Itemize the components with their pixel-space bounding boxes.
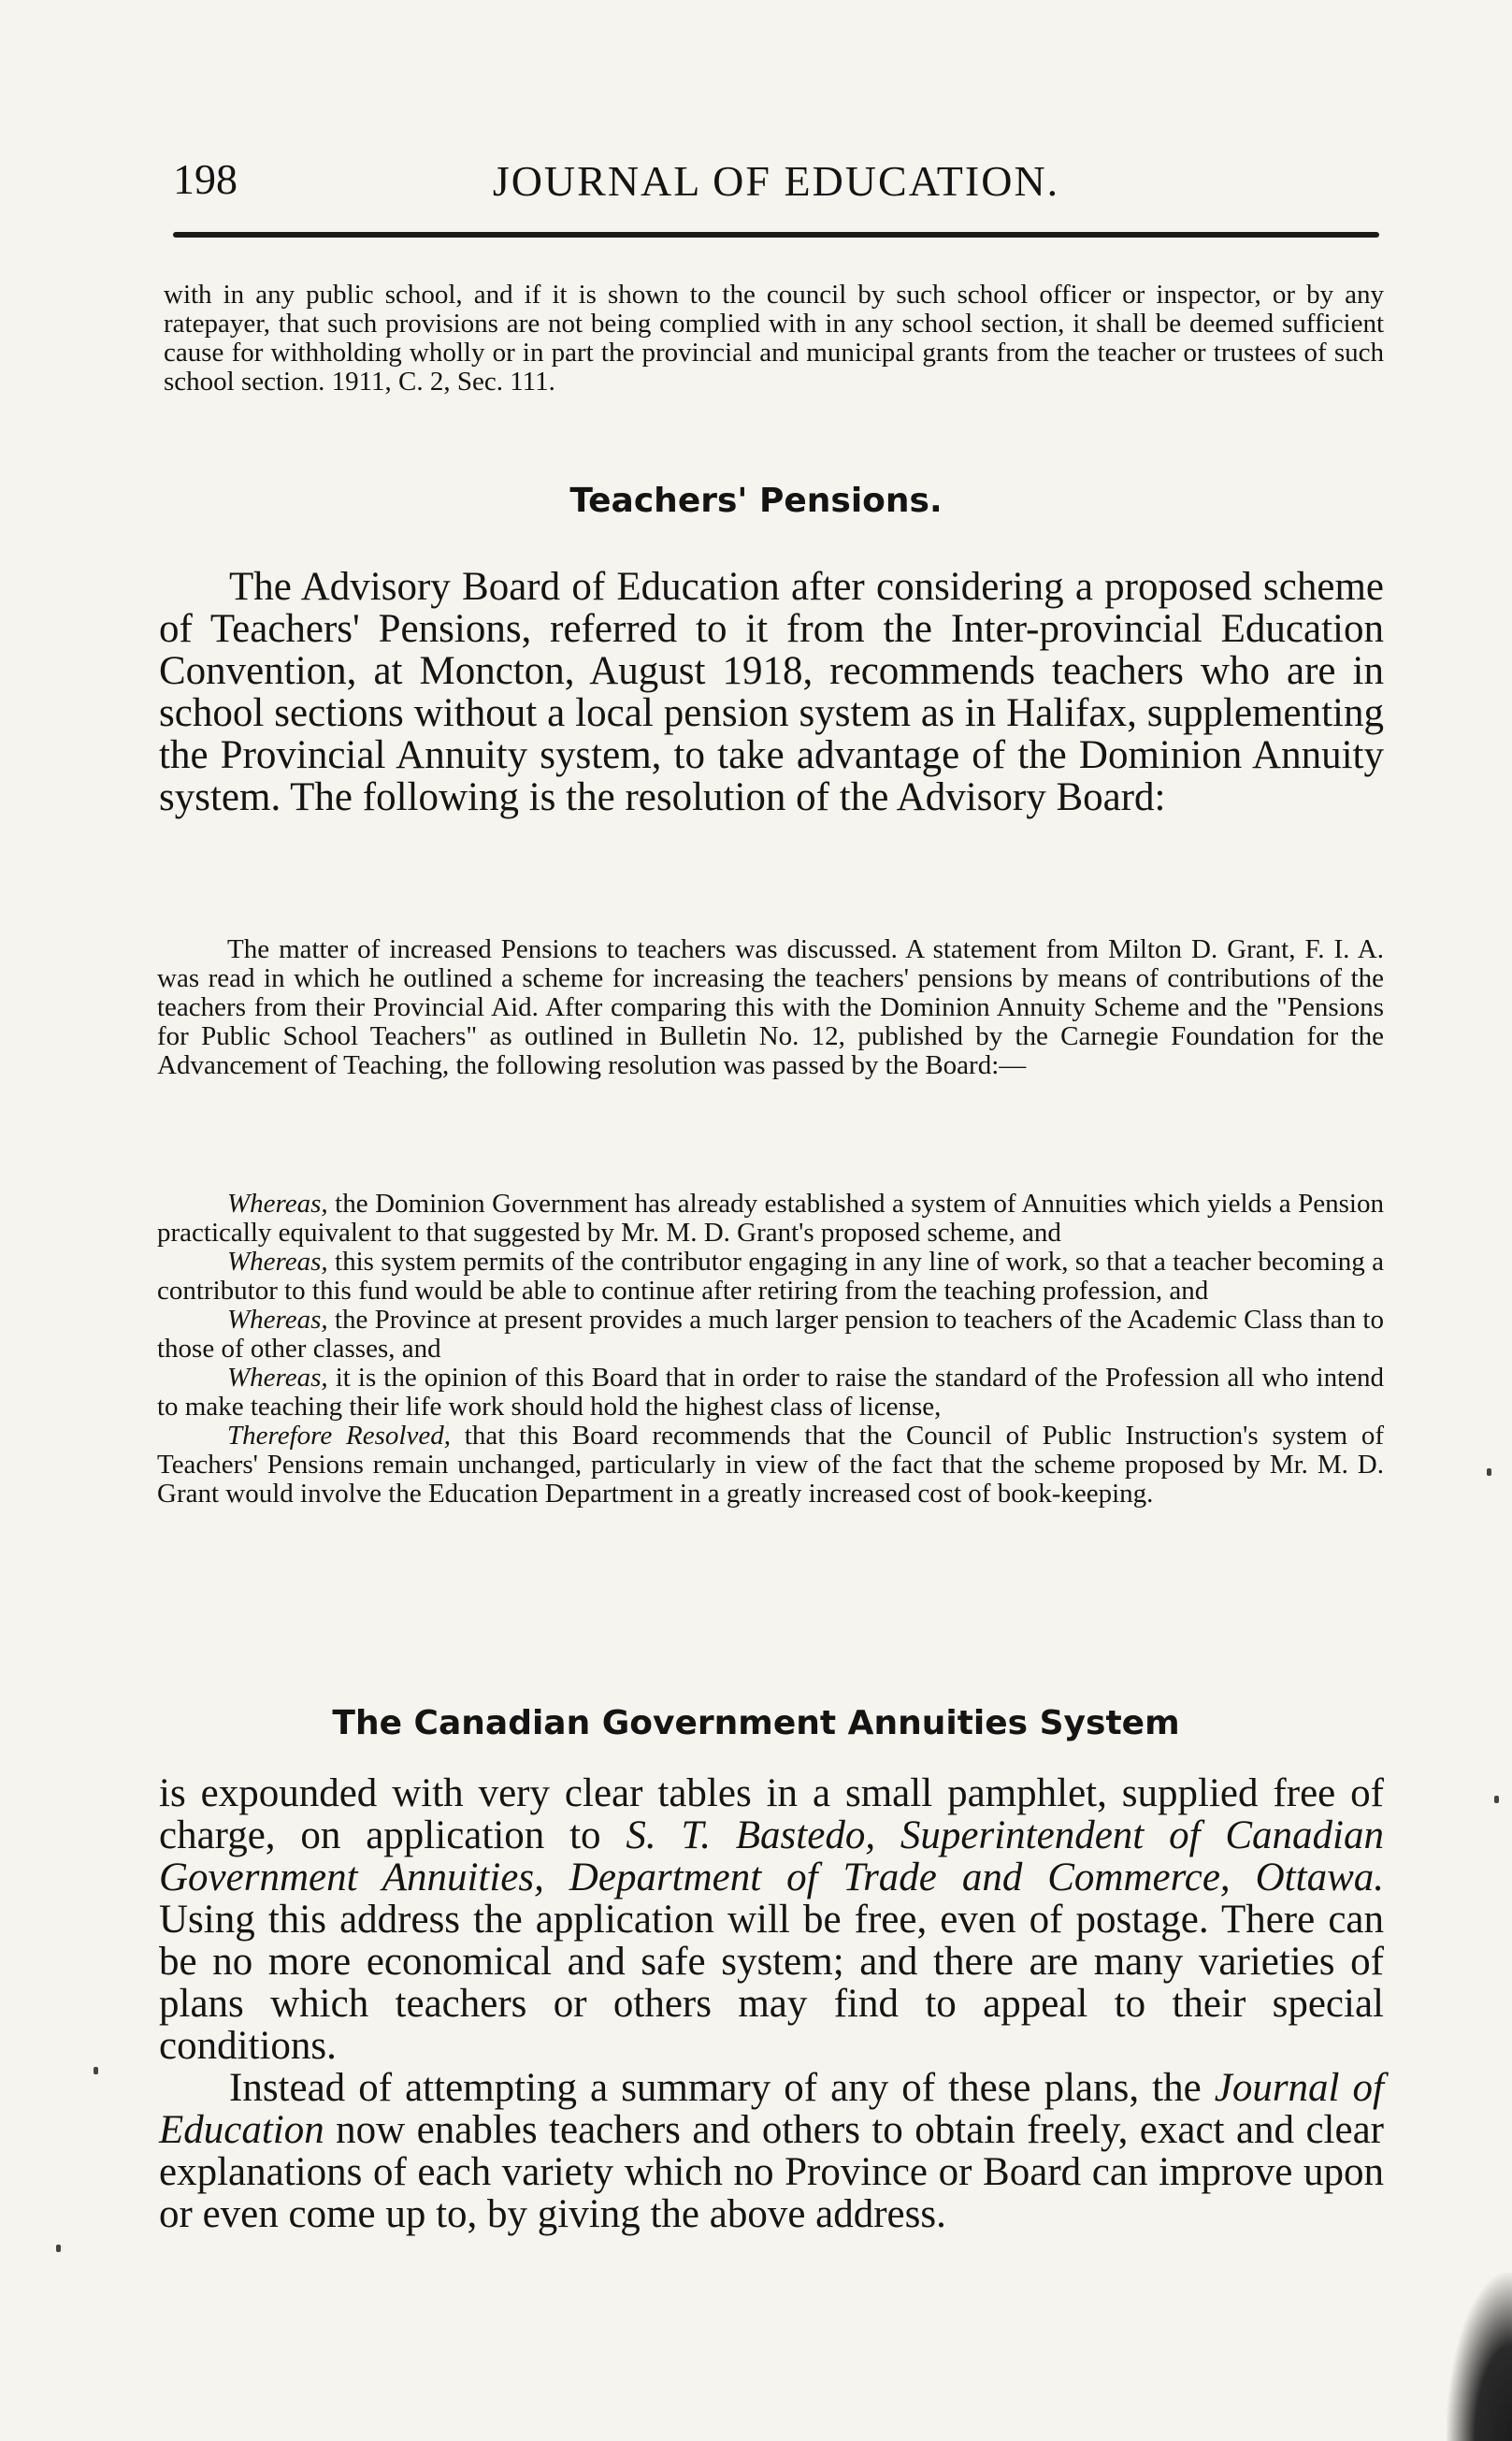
text-run: is expounded with very clear tables in a small pamphlet, supplied free of charge, on application to	[159, 1771, 1384, 1857]
resolution-clause	[157, 1364, 1384, 1422]
scan-corner-shadow	[1447, 2273, 1512, 2441]
board-statement	[157, 935, 1384, 1080]
text-run: now enables teachers and others to obtain freely, exact and clear explanations of each variety which no Province or Board can improve upon or even come up to, by giving the above address.	[159, 2108, 1384, 2236]
address-italic: S. T. Bastedo, Superintendent of Canadian Government Annuities, Department of Trade and Commerce, Ottawa.	[159, 1813, 1384, 1899]
clause-lead: Whereas,	[227, 1247, 328, 1277]
clause-text: the Dominion Government has already established a system of Annuities which yields a Pension practically equivalent to that suggested by Mr. M. D. Grant's proposed scheme, and	[157, 1189, 1384, 1248]
pensions-paragraph: The Advisory Board of Education after considering a proposed scheme of Teachers' Pensions, referred to it from the Inter-provincial Education Convention, at Moncton, August 1918, recommends teachers who are in school sections without a local pension system as in Halifax, supplementing the Provincial Annuity system, to take advantage of the Dominion Annuity system. The following is the resolution of the Advisory Board:	[159, 565, 1384, 819]
clause-lead: Whereas,	[227, 1363, 328, 1393]
intro-paragraph	[164, 281, 1384, 397]
running-title: JOURNAL OF EDUCATION.	[492, 157, 1060, 205]
annuities-paragraph-1	[159, 1772, 1384, 2067]
text-run: Using this address the application will be free, even of postage. There can be no more economical and safe system; and there are many varieties of plans which teachers or others may find to appeal to their special conditions.	[159, 1898, 1384, 2068]
page-header	[168, 154, 1384, 220]
clause-text: it is the opinion of this Board that in order to raise the standard of the Profession all who intend to make teaching their life work should hold the highest class of license,	[157, 1363, 1384, 1422]
scan-speck	[1494, 1796, 1499, 1803]
clause-lead: Therefore Resolved,	[227, 1421, 451, 1451]
intro-text: with in any public school, and if it is shown to the council by such school officer or inspector, or by any ratepayer, that such provisions are not being complied with in any school section, it shall be deemed sufficient cause for withholding wholly or in part the provincial and municipal grants from the teacher or trustees of such school section. 1911, C. 2, Sec. 111.	[164, 280, 1384, 397]
scan-speck	[94, 2067, 98, 2074]
header-rule	[173, 232, 1379, 238]
section-heading-pensions: Teachers' Pensions.	[569, 482, 943, 520]
scan-speck	[56, 2245, 61, 2252]
resolution-clause	[157, 1306, 1384, 1364]
clause-text: the Province at present provides a much larger pension to teachers of the Academic Class than to those of other classes, and	[157, 1305, 1384, 1364]
resolution-clause	[157, 1190, 1384, 1248]
resolution-clause	[157, 1248, 1384, 1306]
page-number: 198	[173, 155, 238, 203]
annuities-paragraph-2	[159, 2067, 1384, 2235]
journal-title-italic: Journal of Education	[159, 2066, 1385, 2152]
resolution-clause	[157, 1422, 1384, 1509]
resolution-block	[157, 1190, 1384, 1509]
section-heading-annuities: The Canadian Government Annuities System	[332, 1704, 1180, 1742]
clause-lead: Whereas,	[227, 1189, 328, 1219]
clause-text: this system permits of the contributor engaging in any line of work, so that a teacher becoming a contributor to this fund would be able to continue after retiring from the teaching profession, and	[157, 1247, 1384, 1306]
statement-text: The matter of increased Pensions to teachers was discussed. A statement from Milton D. Grant, F. I. A. was read in which he outlined a scheme for increasing the teachers' pensions by means of contributions of the teachers from their Provincial Aid. After comparing this with the Dominion Annuity Scheme and the "Pensions for Public School Teachers" as outlined in Bulletin No. 12, published by the Carnegie Foundation for the Advancement of Teaching, the following resolution was passed by the Board:—	[157, 934, 1384, 1080]
clause-lead: Whereas,	[227, 1305, 328, 1335]
pensions-body	[159, 566, 1384, 818]
clause-text: that this Board recommends that the Council of Public Instruction's system of Teachers' Pensions remain unchanged, particularly in view of the fact that the scheme proposed by Mr. M. D. Grant would involve the Education Department in a greatly increased cost of book-keeping.	[157, 1421, 1384, 1509]
annuities-body	[159, 1772, 1384, 2235]
scan-speck	[1487, 1468, 1491, 1476]
text-run: Instead of attempting a summary of any of these plans, the	[229, 2066, 1215, 2110]
